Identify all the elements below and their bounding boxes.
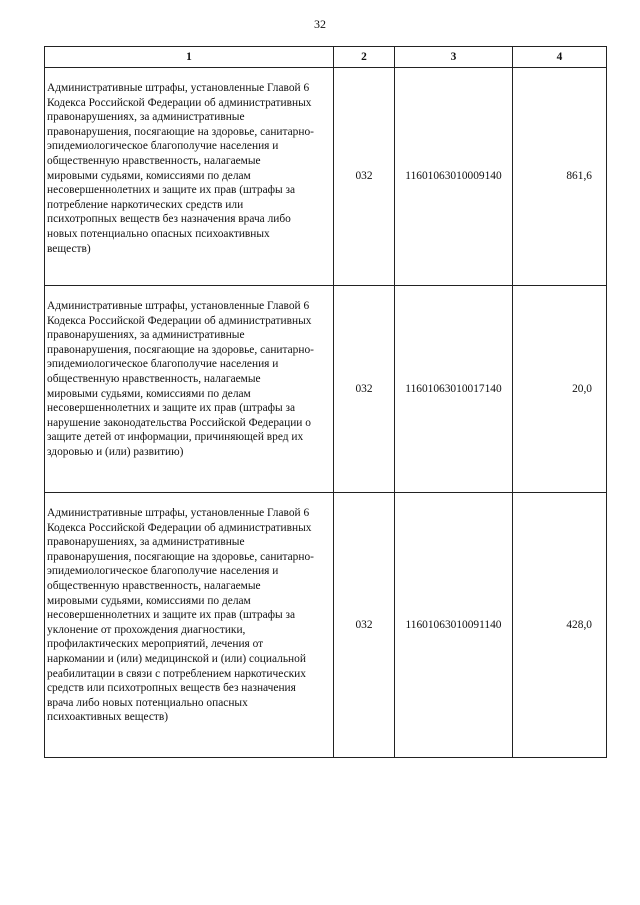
description-line: защите детей от информации, причиняющей вред их [47, 431, 304, 444]
row-amount: 428,0 [513, 493, 607, 758]
description-line: потребление наркотических средств или [47, 198, 244, 211]
description-line: врача либо новых потенциально опасных [47, 696, 248, 709]
description-line: эпидемиологическое благополучие населения и [47, 140, 279, 153]
column-header-2: 2 [334, 47, 395, 68]
description-line: правонарушения, посягающие на здоровье, санитарно- [47, 343, 314, 356]
description-line: правонарушениях, за административные [47, 536, 245, 549]
description-line: правонарушениях, за административные [47, 329, 245, 342]
description-line: общественную нравственность, налагаемые [47, 154, 261, 167]
column-header-3: 3 [395, 47, 513, 68]
description-line: несовершеннолетних и защите их прав (штрафы за [47, 402, 296, 415]
table-row [45, 493, 607, 758]
description-line: правонарушения, посягающие на здоровье, санитарно- [47, 550, 314, 563]
description-line: мировыми судьями, комиссиями по делам [47, 169, 251, 182]
description-line: Кодекса Российской Федерации об административных [47, 314, 312, 327]
row-description [45, 493, 334, 758]
column-header-4: 4 [513, 47, 607, 68]
description-line: реабилитации в связи с потреблением наркотических [47, 667, 306, 680]
description-line: Кодекса Российской Федерации об административных [47, 96, 312, 109]
description-line: Административные штрафы, установленные Главой 6 [47, 82, 310, 94]
description-line: новых потенциально опасных психоактивных [47, 227, 270, 240]
row-kbk-code: 11601063010091140 [395, 493, 513, 758]
row-admin-code: 032 [334, 493, 395, 758]
description-line: мировыми судьями, комиссиями по делам [47, 387, 251, 400]
description-line: средств или психотропных веществ без назначения [47, 682, 296, 695]
row-amount: 861,6 [513, 68, 607, 286]
description-line: мировыми судьями, комиссиями по делам [47, 594, 251, 607]
description-line: общественную нравственность, налагаемые [47, 579, 261, 592]
description-line: эпидемиологическое благополучие населения и [47, 358, 279, 371]
revenue-table [44, 46, 607, 758]
row-description [45, 68, 334, 286]
description-line: психоактивных веществ) [47, 711, 169, 724]
description-line: Административные штрафы, установленные Главой 6 [47, 507, 310, 519]
description-line: нарушение законодательства Российской Федерации о [47, 416, 311, 429]
table-header-row [45, 47, 607, 68]
table-row [45, 68, 607, 286]
row-kbk-code: 11601063010009140 [395, 68, 513, 286]
description-line: эпидемиологическое благополучие населения и [47, 565, 279, 578]
description-line: несовершеннолетних и защите их прав (штрафы за [47, 184, 296, 197]
row-description [45, 286, 334, 493]
description-line: уклонение от прохождения диагностики, [47, 623, 246, 636]
row-admin-code: 032 [334, 286, 395, 493]
description-line: профилактических мероприятий, лечения от [47, 638, 264, 651]
description-line: наркомании и (или) медицинской и (или) социальной [47, 652, 306, 665]
description-line: общественную нравственность, налагаемые [47, 372, 261, 385]
description-line: здоровью и (или) развитию) [47, 445, 184, 458]
description-line: правонарушениях, за административные [47, 111, 245, 124]
description-line: веществ) [47, 242, 91, 255]
description-line: несовершеннолетних и защите их прав (штрафы за [47, 609, 296, 622]
description-line: Кодекса Российской Федерации об административных [47, 521, 312, 534]
row-admin-code: 032 [334, 68, 395, 286]
description-line: психотропных веществ без назначения врача либо [47, 213, 291, 226]
column-header-1: 1 [45, 47, 334, 68]
table-row [45, 286, 607, 493]
page-number: 32 [314, 17, 326, 31]
row-kbk-code: 11601063010017140 [395, 286, 513, 493]
description-line: Административные штрафы, установленные Главой 6 [47, 300, 310, 312]
row-amount: 20,0 [513, 286, 607, 493]
description-line: правонарушения, посягающие на здоровье, санитарно- [47, 125, 314, 138]
